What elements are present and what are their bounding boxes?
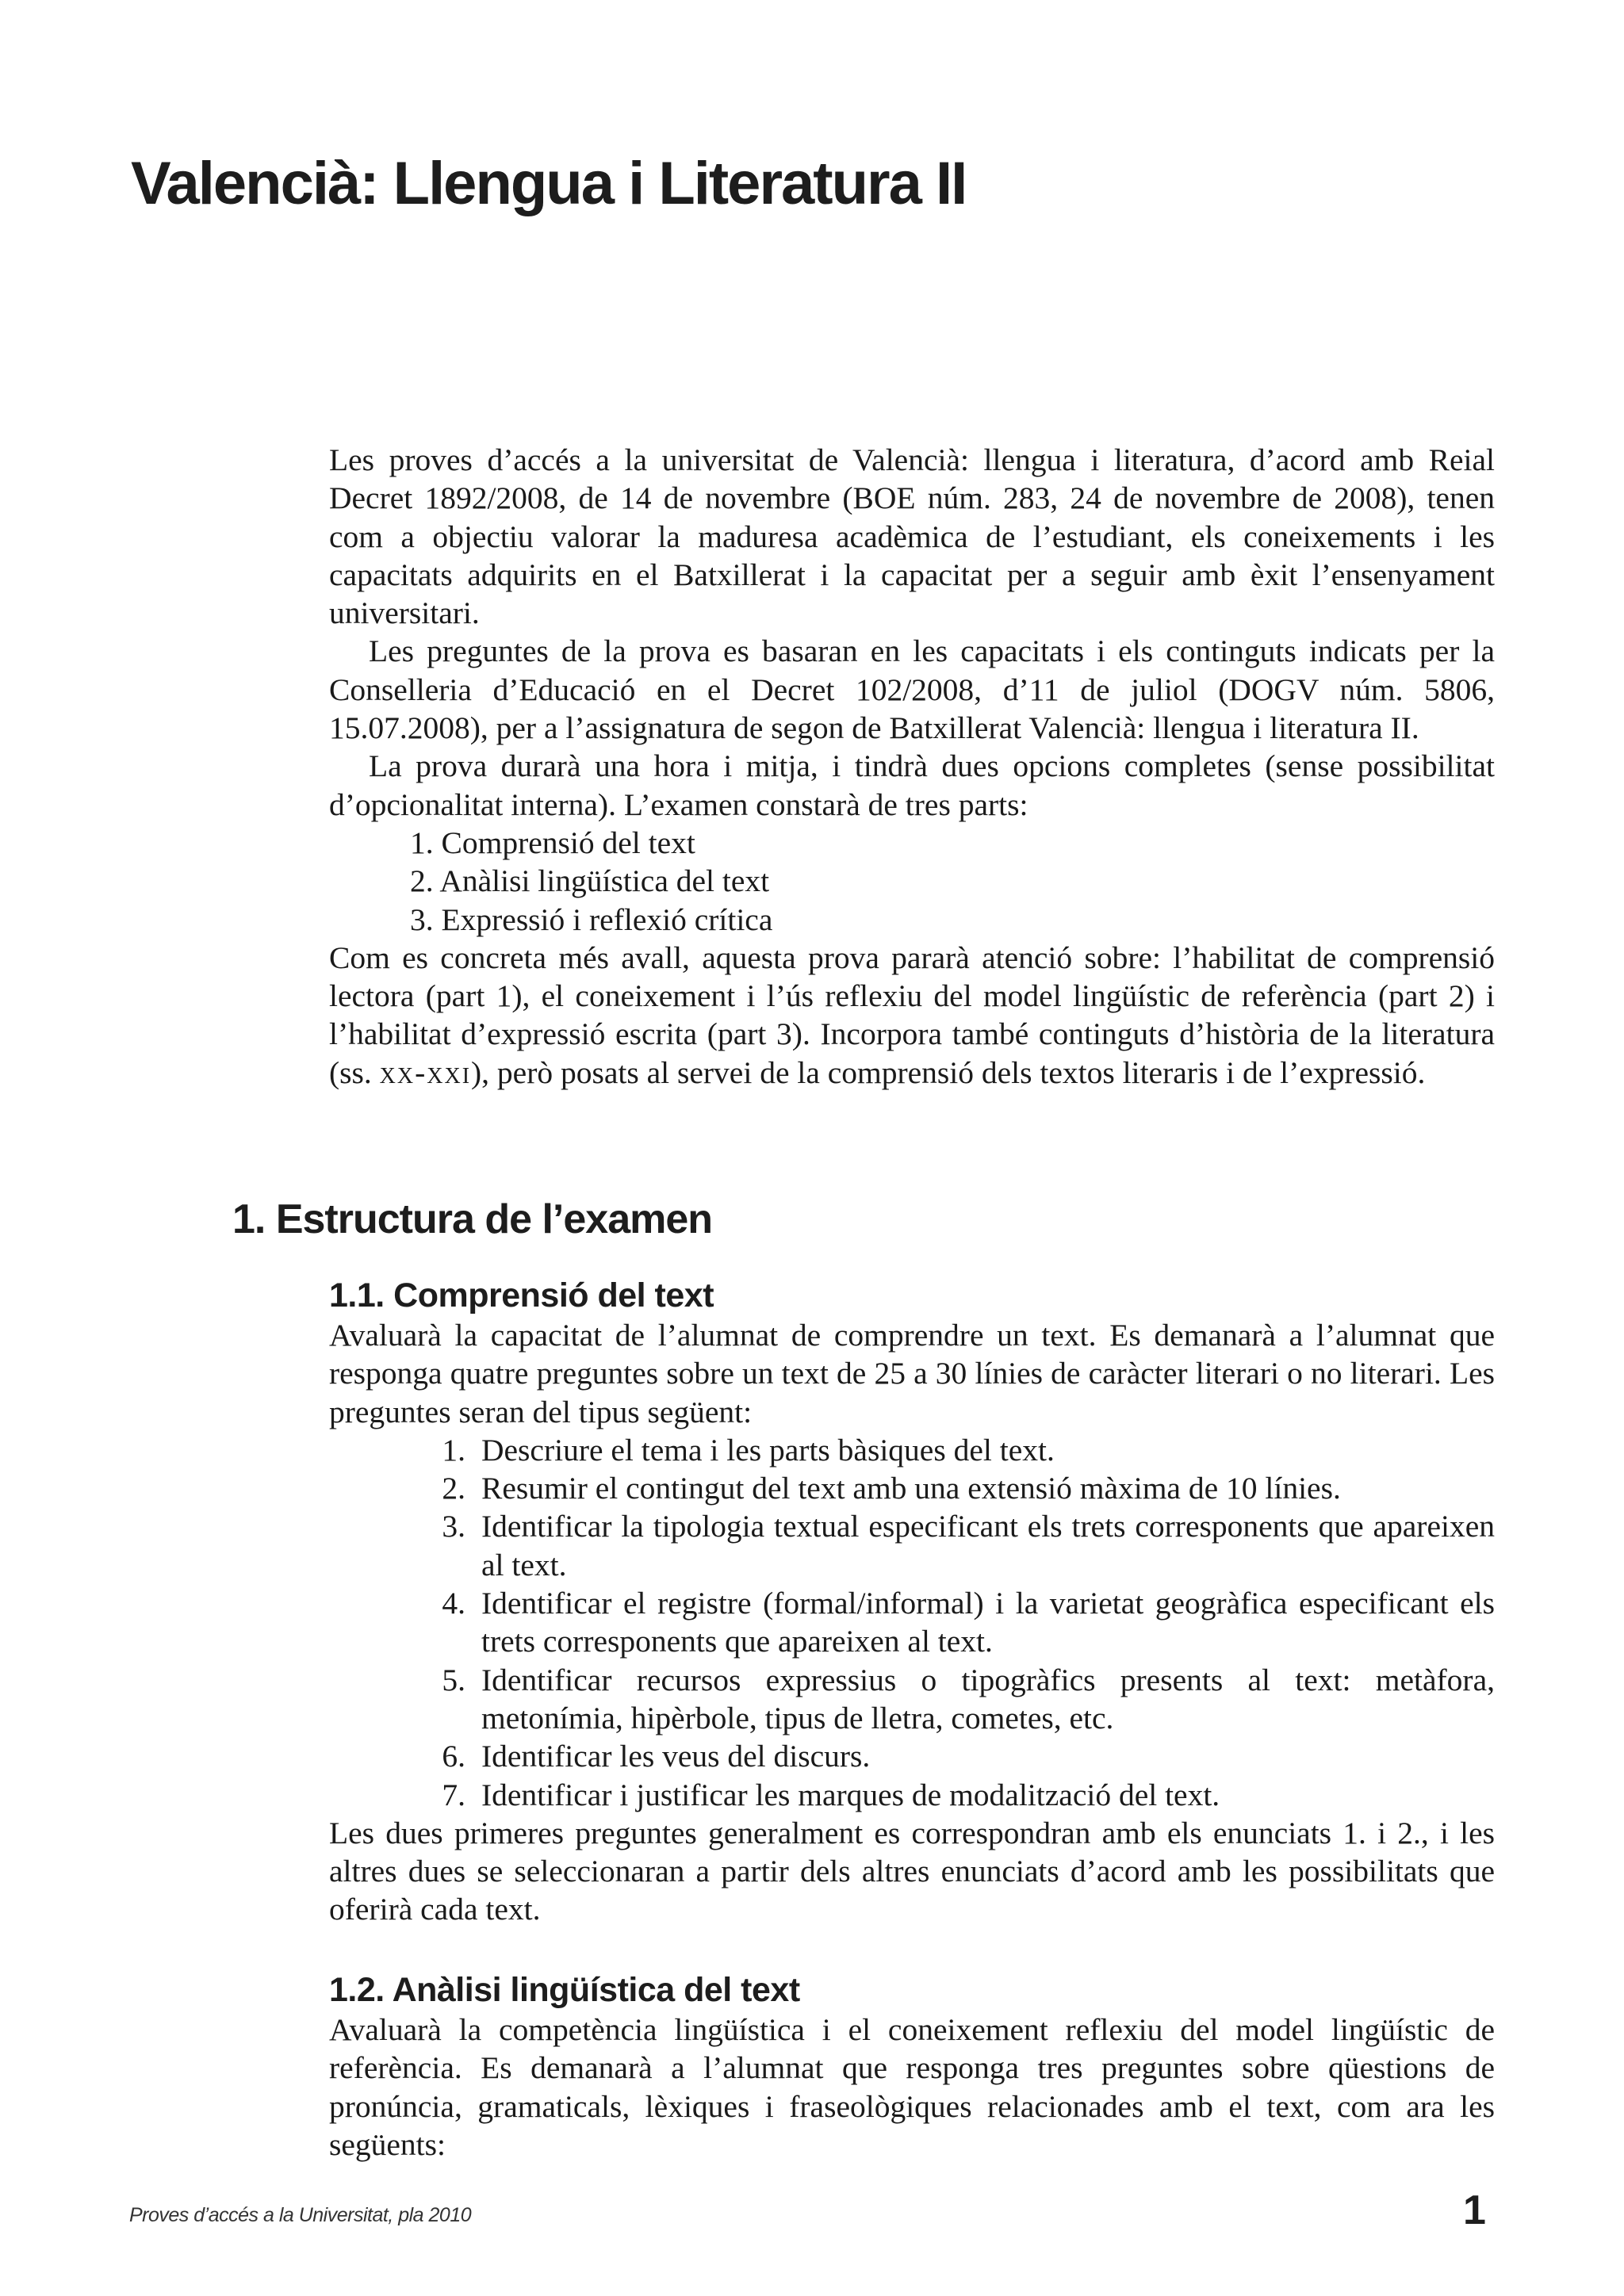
list-item-text: Descriure el tema i les parts bàsiques del text. <box>481 1432 1055 1468</box>
list-item <box>329 1507 1495 1584</box>
intro-paragraph-3: La prova durarà una hora i mitja, i tindrà dues opcions completes (sense possibilitat d’opcionalitat interna). L’examen constarà de tres parts: <box>329 748 1495 822</box>
list-item-text: Identificar la tipologia textual especificant els trets corresponents que apareixen al text. <box>481 1509 1495 1582</box>
intro-paragraph-2: Les preguntes de la prova es basaran en les capacitats i els continguts indicats per la Conselleria d’Educació en el Decret 102/2008, d’11 de juliol (DOGV núm. 5806, 15.07.2008), per a l’assignatura de segon de Batxillerat Valencià: llengua i literatura II. <box>329 633 1495 746</box>
subsection-linguistic-analysis <box>329 1969 1495 2164</box>
subsection-heading: 1.2. Anàlisi lingüística del text <box>329 1971 800 2009</box>
intro-paragraph-1: Les proves d’accés a la universitat de Valencià: llengua i literatura, d’acord amb Reial Decret 1892/2008, de 14 de novembre (BOE núm. 283, 24 de novembre de 2008), tenen com a objectiu valorar la maduresa acadèmica de l’estudiant, els coneixements i les capacitats adquirits en el Batxillerat i la capacitat per a seguir amb èxit l’ensenyament universitari. <box>329 442 1495 631</box>
intro-paragraph-4-end: ), però posats al servei de la comprensió dels textos literaris i de l’expressió. <box>471 1054 1426 1090</box>
list-item <box>329 1431 1495 1469</box>
list-item-number: 5. <box>442 1662 465 1697</box>
list-item <box>329 1661 1495 1738</box>
list-item-number: 1. <box>442 1432 465 1468</box>
list-item-text: Identificar i justificar les marques de modalització del text. <box>481 1777 1220 1812</box>
page-number: 1 <box>1463 2187 1486 2233</box>
list-item <box>329 1776 1495 1814</box>
list-item <box>329 1584 1495 1661</box>
section-heading: 1. Estructura de l’examen <box>232 1196 713 1242</box>
list-item-number: 7. <box>442 1777 465 1812</box>
list-item-number: 2. <box>442 1471 465 1506</box>
list-item <box>329 1737 1495 1775</box>
list-item-text: Identificar el registre (formal/informal) i la varietat geogràfica especificant els trets corresponents que apareixen al text. <box>481 1586 1495 1659</box>
subsection-intro: Avaluarà la competència lingüística i el coneixement reflexiu del model lingüístic de referència. Es demanarà a l’alumnat que responga tres preguntes sobre qüestions de pronúncia, gramaticals, lèxiques i fraseològiques relacionades amb el text, com ara les següents: <box>329 2012 1495 2162</box>
list-item-number: 6. <box>442 1739 465 1774</box>
centuries-label: xx-xxi <box>379 1054 472 1090</box>
subsection-heading: 1.1. Comprensió del text <box>329 1276 714 1314</box>
exam-part-item: 3. Expressió i reflexió crítica <box>410 901 773 937</box>
subsection-comprehension <box>329 1275 1495 1929</box>
exam-parts-list <box>329 824 1495 939</box>
question-types-list <box>329 1431 1495 1814</box>
intro-paragraph-4 <box>329 939 1495 1092</box>
list-item-text: Identificar les veus del discurs. <box>481 1739 871 1774</box>
list-item-number: 3. <box>442 1509 465 1544</box>
list-item <box>329 1469 1495 1507</box>
list-item-text: Identificar recursos expressius o tipogràfics presents al text: metàfora, metonímia, hipèrbole, tipus de lletra, cometes, etc. <box>481 1662 1495 1735</box>
exam-part-item: 1. Comprensió del text <box>410 825 695 860</box>
list-item-number: 4. <box>442 1586 465 1621</box>
subsection-intro: Avaluarà la capacitat de l’alumnat de comprendre un text. Es demanarà a l’alumnat que responga quatre preguntes sobre un text de 25 a 30 línies de caràcter literari o no literari. Les preguntes seran del tipus següent: <box>329 1318 1495 1429</box>
footer-caption: Proves d’accés a la Universitat, pla 2010 <box>129 2204 472 2226</box>
intro-section <box>329 441 1495 1092</box>
page-title: Valencià: Llengua i Literatura II <box>131 150 967 217</box>
list-item-text: Resumir el contingut del text amb una extensió màxima de 10 línies. <box>481 1471 1341 1506</box>
subsection-outro: Les dues primeres preguntes generalment es correspondran amb els enunciats 1. i 2., i les altres dues se seleccionaran a partir dels altres enunciats d’acord amb les possibilitats que oferirà cada text. <box>329 1815 1495 1927</box>
intro-paragraph-4-start: Com es concreta més avall, aquesta prova pararà atenció sobre: l’habilitat de comprensió lectora (part 1), el coneixement i l’ús reflexiu del model lingüístic de referència (part 2) i l’habilitat d’expressió escrita (part 3). Incorpora també continguts d’història de la literatura (ss. <box>329 939 1495 1090</box>
exam-part-item: 2. Anàlisi lingüística del text <box>410 863 770 899</box>
